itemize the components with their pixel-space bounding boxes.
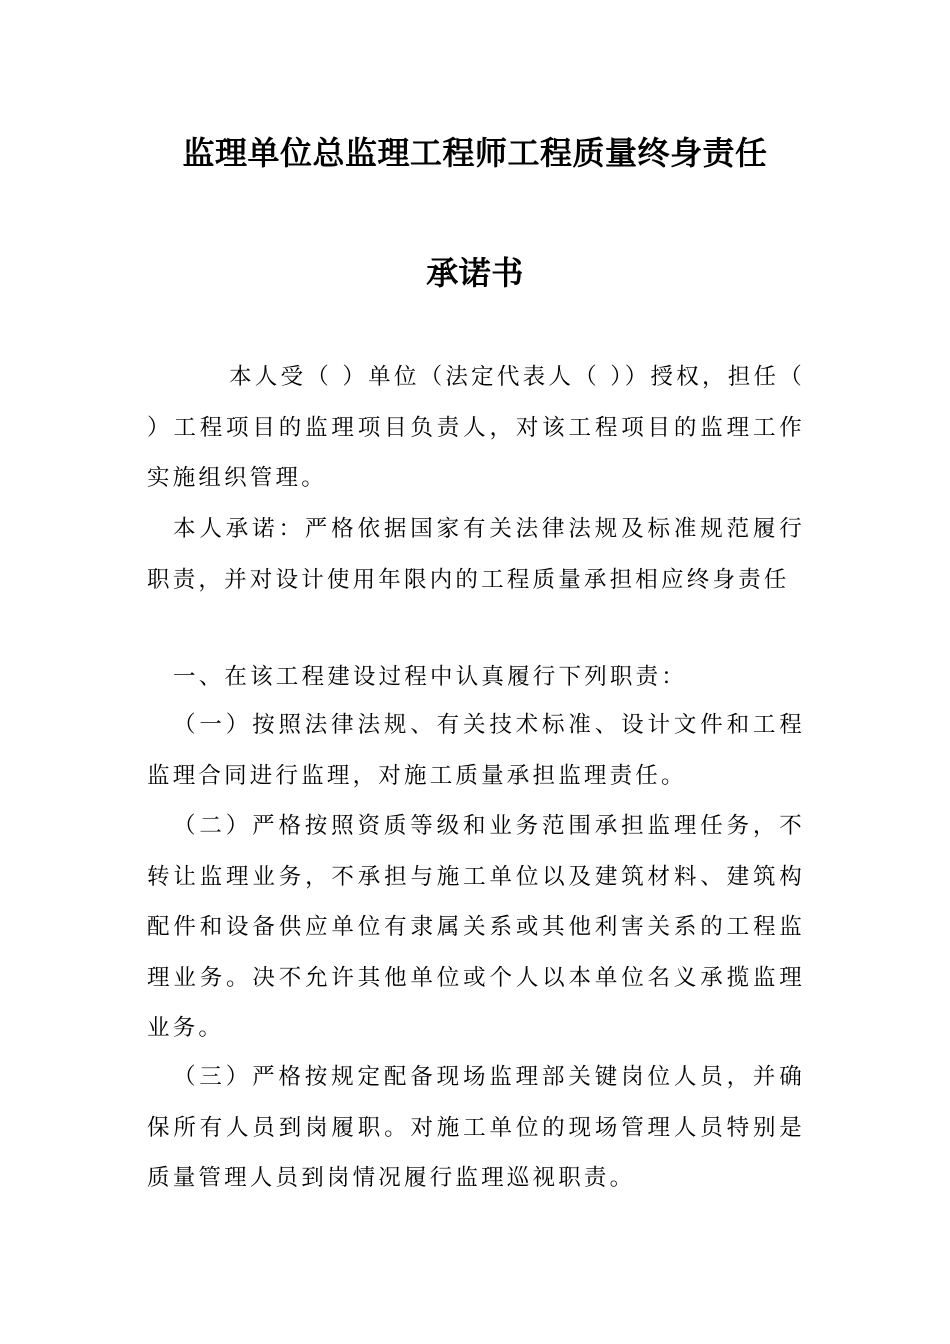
- duty-item-1: （一）按照法律法规、有关技术标准、设计文件和工程监理合同进行监理，对施工质量承担监理责任。: [147, 712, 805, 789]
- paragraph-authorization: 本人受（ ）单位（法定代表人（ ））授权，担任（ ）工程项目的监理项目负责人，对该工程项目的监理工作实施组织管理。: [147, 364, 805, 491]
- document-title-line-1: 监理单位总监理工程师工程质量终身责任: [182, 134, 768, 172]
- section-heading-duties: 一、在该工程建设过程中认真履行下列职责：: [173, 664, 688, 690]
- duty-item-2: （二）严格按照资质等级和业务范围承担监理任务，不转让监理业务，不承担与施工单位以及建筑材料、建筑构配件和设备供应单位有隶属关系或其他利害关系的工程监理业务。决不允许其他单位或个人以本单位名义承揽监理业务。: [147, 813, 805, 1041]
- document-title-line-2: 承诺书: [426, 254, 524, 292]
- paragraph-commitment: 本人承诺：严格依据国家有关法律法规及标准规范履行职责，并对设计使用年限内的工程质量承担相应终身责任: [147, 516, 805, 593]
- duty-item-3: （三）严格按规定配备现场监理部关键岗位人员，并确保所有人员到岗履职。对施工单位的现场管理人员特别是质量管理人员到岗情况履行监理巡视职责。: [147, 1064, 805, 1191]
